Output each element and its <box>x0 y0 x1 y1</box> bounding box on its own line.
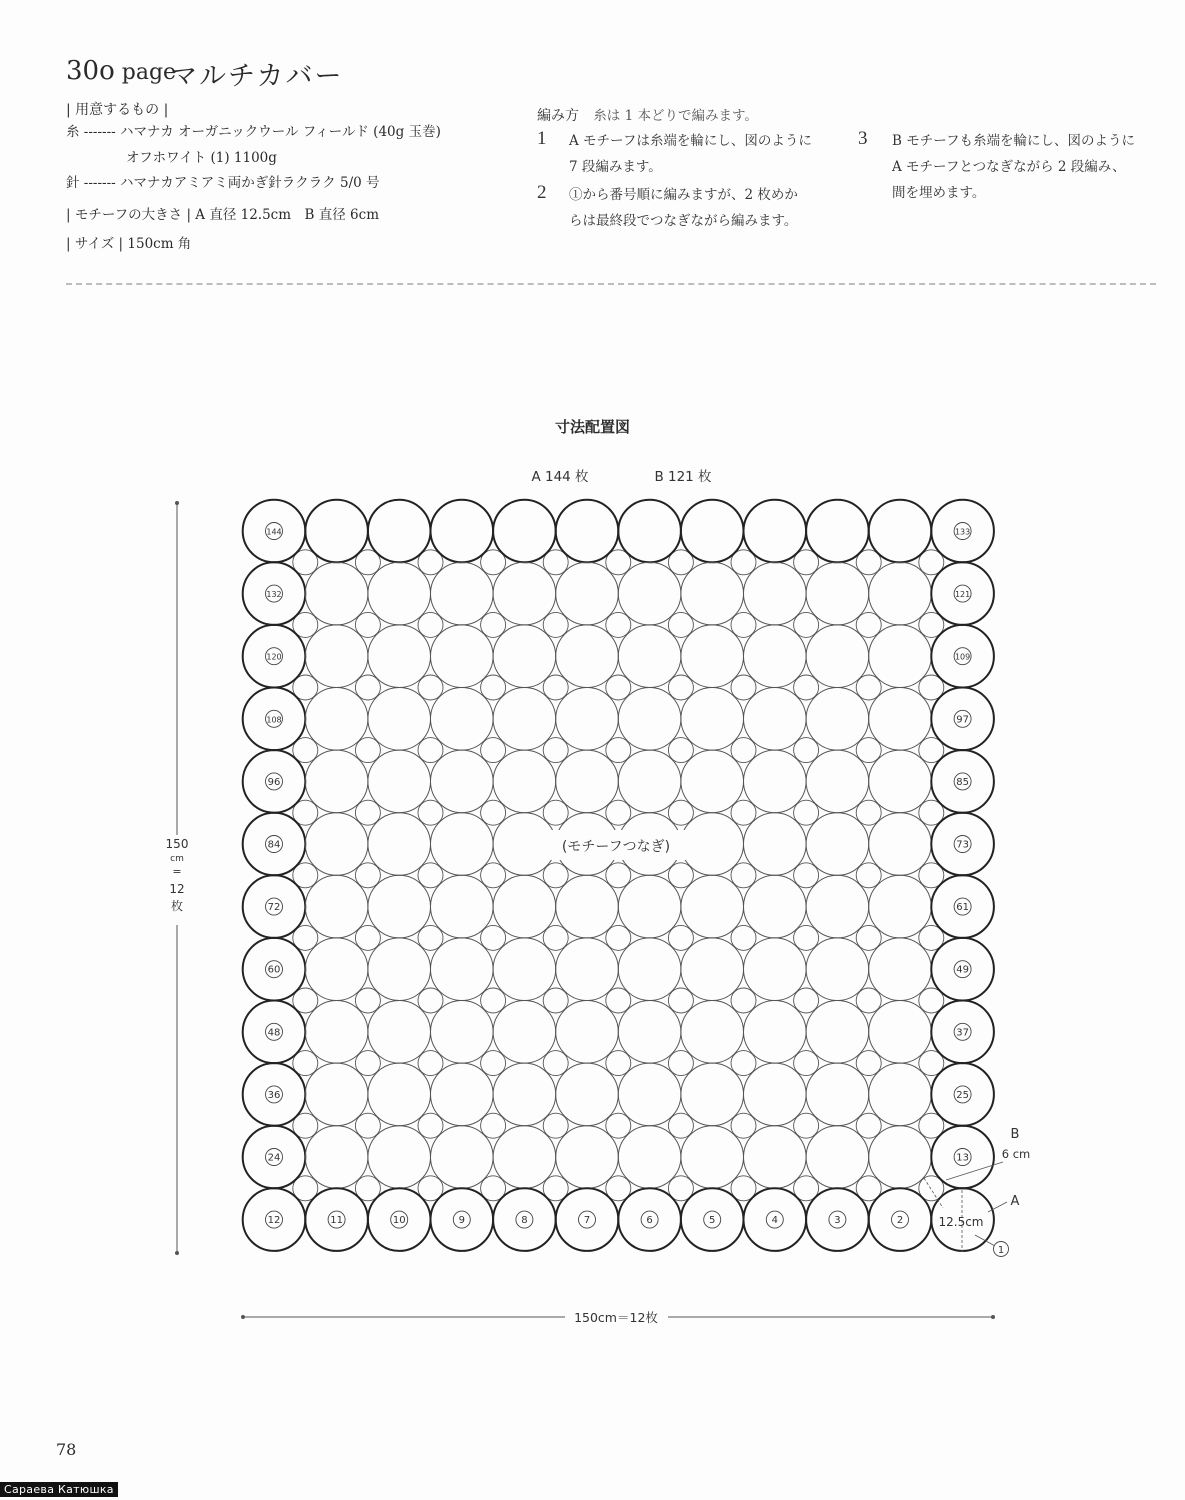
motif-b <box>794 675 819 700</box>
motif-a <box>806 1063 869 1126</box>
motif-b <box>731 988 756 1013</box>
motif-number: 109 <box>954 652 971 662</box>
motif-number: 25 <box>956 1089 969 1101</box>
motif-a <box>744 1126 807 1189</box>
motif-a <box>305 1126 368 1189</box>
motif-a <box>806 938 869 1001</box>
motif-number: 121 <box>954 590 971 600</box>
motif-b <box>481 925 506 950</box>
watermark: Сараева Катюшка <box>0 1482 118 1497</box>
motif-b <box>418 675 443 700</box>
motif-a <box>681 500 744 563</box>
height-dimension <box>166 501 189 1255</box>
motif-number: 120 <box>266 652 282 662</box>
motif-b <box>606 1113 631 1138</box>
motif-a <box>493 500 556 563</box>
motif-a <box>618 500 681 563</box>
height-dot-bottom <box>175 1251 179 1255</box>
count-a-label: A 144 枚 <box>531 469 589 485</box>
motif-a <box>305 688 368 751</box>
motif-a <box>681 1001 744 1064</box>
motif-a <box>618 562 681 625</box>
motif-a <box>305 562 368 625</box>
motif-b <box>668 675 693 700</box>
motif-number: 132 <box>266 590 282 600</box>
motif-number: 133 <box>954 527 971 537</box>
step-line: A モチーフは糸端を輪にし、図のように <box>569 133 812 149</box>
motif-a <box>806 750 869 813</box>
motif-a <box>681 938 744 1001</box>
motif-a <box>305 1063 368 1126</box>
motif-b <box>355 738 380 763</box>
motif-b <box>418 1051 443 1076</box>
motif-a <box>806 500 869 563</box>
motif-b <box>606 925 631 950</box>
motif-b <box>543 925 568 950</box>
motif-a <box>431 562 494 625</box>
motif-number: 11 <box>330 1215 343 1227</box>
motif-b <box>543 1051 568 1076</box>
motif-number: 12 <box>267 1215 281 1227</box>
motif-b <box>481 675 506 700</box>
instructions-note: 糸は 1 本どりで編みます。 <box>593 108 758 124</box>
motif-a <box>368 875 431 938</box>
height-label-equals: = <box>172 865 182 878</box>
motif-a <box>556 1063 619 1126</box>
motif-b <box>794 1051 819 1076</box>
motif-a <box>806 875 869 938</box>
motif-b <box>606 1051 631 1076</box>
step-line: 7 段編みます。 <box>569 159 662 175</box>
motif-a <box>368 813 431 876</box>
motif-b <box>481 800 506 825</box>
motif-a <box>744 938 807 1001</box>
motif-a <box>618 938 681 1001</box>
motif-a <box>618 625 681 688</box>
motif-a <box>493 938 556 1001</box>
motif-b <box>481 738 506 763</box>
motif-b <box>481 612 506 637</box>
motif-b <box>543 1113 568 1138</box>
motif-a <box>869 938 932 1001</box>
b-leader-line <box>946 1162 1003 1180</box>
motif-a <box>618 1126 681 1189</box>
motif-a <box>806 813 869 876</box>
motif-a <box>869 1126 932 1189</box>
motif-a <box>869 688 932 751</box>
motif-a <box>556 1126 619 1189</box>
motif-a <box>869 750 932 813</box>
motif-number: 5 <box>709 1215 716 1227</box>
motif-number: 84 <box>267 839 281 851</box>
motif-a <box>305 813 368 876</box>
motif-a <box>681 875 744 938</box>
page-reference-word: page <box>121 60 177 85</box>
motif-a <box>431 1126 494 1189</box>
motif-a <box>431 1063 494 1126</box>
motif-b <box>543 863 568 888</box>
motif-number: 4 <box>771 1215 778 1227</box>
motif-a <box>744 500 807 563</box>
step-number: 2 <box>537 182 547 203</box>
motif-a <box>368 625 431 688</box>
motif-b <box>731 738 756 763</box>
motif-a <box>556 875 619 938</box>
motif-b <box>481 863 506 888</box>
motif-a <box>493 1126 556 1189</box>
motif-a <box>869 500 932 563</box>
motif-b <box>668 1051 693 1076</box>
motif-b <box>731 863 756 888</box>
motif-b <box>355 1113 380 1138</box>
motif-a <box>806 562 869 625</box>
height-label-count: 12 <box>169 882 185 896</box>
motif-b <box>668 1113 693 1138</box>
width-dot-left <box>241 1315 245 1319</box>
motif-a <box>744 813 807 876</box>
motif-number: 60 <box>267 964 281 976</box>
motif-a <box>368 500 431 563</box>
motif-b <box>481 1051 506 1076</box>
motif-a <box>556 688 619 751</box>
motif-a <box>368 1126 431 1189</box>
motif-a <box>681 750 744 813</box>
motif-a <box>493 750 556 813</box>
first-motif-number: 1 <box>997 1245 1005 1256</box>
motif-a <box>305 1001 368 1064</box>
motif-a <box>368 1063 431 1126</box>
label-b: B <box>1010 1127 1020 1142</box>
motif-a <box>869 625 932 688</box>
motif-number: 61 <box>956 902 969 914</box>
motif-number: 8 <box>521 1215 528 1227</box>
motif-a <box>744 562 807 625</box>
motif-b <box>418 1113 443 1138</box>
motif-b <box>856 738 881 763</box>
motif-b <box>543 988 568 1013</box>
step-number: 3 <box>858 128 868 149</box>
motif-a <box>493 1001 556 1064</box>
size-line: | サイズ | 150cm 角 <box>66 236 192 252</box>
step-line: ①から番号順に編みますが、2 枚めか <box>569 187 798 203</box>
motif-number: 96 <box>267 776 281 788</box>
motif-b <box>794 988 819 1013</box>
page-title: マルチカバー <box>170 61 344 92</box>
motif-a <box>305 500 368 563</box>
motif-a <box>681 688 744 751</box>
motif-a <box>431 500 494 563</box>
motif-a <box>305 750 368 813</box>
motif-b <box>355 925 380 950</box>
motif-b <box>668 863 693 888</box>
motif-b <box>355 675 380 700</box>
motif-a <box>744 1063 807 1126</box>
motif-a <box>681 625 744 688</box>
motif-a <box>806 1001 869 1064</box>
motif-b <box>418 863 443 888</box>
step-number: 1 <box>537 128 547 149</box>
step-line: A モチーフとつなぎながら 2 段編み、 <box>892 159 1126 175</box>
motif-a <box>681 1063 744 1126</box>
motif-a <box>493 562 556 625</box>
motif-b <box>418 925 443 950</box>
motif-a <box>806 688 869 751</box>
motif-b <box>543 738 568 763</box>
motif-a <box>305 625 368 688</box>
step-line: B モチーフも糸端を輪にし、図のように <box>892 133 1136 149</box>
motif-b <box>418 800 443 825</box>
motif-b <box>856 800 881 825</box>
motif-b <box>731 925 756 950</box>
motif-b <box>794 612 819 637</box>
instructions-heading: 編み方 <box>537 108 579 124</box>
motif-number: 144 <box>266 527 282 537</box>
motif-number: 108 <box>266 715 282 725</box>
motif-a <box>744 875 807 938</box>
motif-b <box>794 925 819 950</box>
motif-number: 48 <box>267 1027 281 1039</box>
motif-a <box>493 875 556 938</box>
motif-a <box>681 1126 744 1189</box>
count-b-label: B 121 枚 <box>654 469 712 485</box>
motif-b <box>794 800 819 825</box>
motif-a <box>869 813 932 876</box>
motif-a <box>368 1001 431 1064</box>
motif-b <box>606 988 631 1013</box>
motif-b <box>355 988 380 1013</box>
motif-b <box>856 1051 881 1076</box>
motif-b <box>856 863 881 888</box>
motif-b <box>856 1113 881 1138</box>
materials-heading: | 用意するもの | <box>66 102 169 118</box>
motif-a <box>368 688 431 751</box>
motif-a <box>556 750 619 813</box>
motif-b <box>606 675 631 700</box>
motif-b <box>731 675 756 700</box>
motif-number: 7 <box>583 1215 591 1227</box>
motif-a <box>869 562 932 625</box>
motif-a <box>556 625 619 688</box>
motif-number: 10 <box>392 1215 406 1227</box>
motif-number: 73 <box>956 839 969 851</box>
motif-a <box>305 875 368 938</box>
motif-a <box>618 1063 681 1126</box>
motif-a <box>493 1063 556 1126</box>
yarn-color-line: オフホワイト (1) 1100g <box>126 150 277 166</box>
motif-b <box>668 612 693 637</box>
motif-number: 85 <box>956 776 969 788</box>
motif-grid <box>243 500 994 1251</box>
motif-a <box>431 750 494 813</box>
motif-b <box>731 800 756 825</box>
height-label-pieces: 枚 <box>170 899 184 913</box>
motif-b <box>668 738 693 763</box>
motif-b <box>418 612 443 637</box>
motif-number: 3 <box>834 1215 841 1227</box>
height-label-unit: cm <box>170 854 184 864</box>
motif-number: 37 <box>956 1027 969 1039</box>
motif-b <box>606 863 631 888</box>
size-a-label: 12.5cm <box>938 1215 984 1229</box>
page-reference-number: 30 <box>66 56 100 86</box>
motif-a <box>556 562 619 625</box>
needle-line: 針 ------- ハマナカアミアミ両かぎ針ラクラク 5/0 号 <box>66 175 380 191</box>
motif-a <box>431 875 494 938</box>
motif-a <box>744 625 807 688</box>
motif-a <box>431 688 494 751</box>
motif-a <box>305 938 368 1001</box>
motif-a <box>744 1001 807 1064</box>
motif-b <box>543 612 568 637</box>
center-label: (モチーフつなぎ) <box>561 839 671 855</box>
motif-number: 13 <box>956 1152 969 1164</box>
page-reference-dot: o <box>99 56 115 86</box>
motif-a <box>618 688 681 751</box>
motif-a <box>744 688 807 751</box>
height-label-value: 150 <box>165 837 189 851</box>
motif-b <box>731 1113 756 1138</box>
motif-b <box>355 800 380 825</box>
motif-b <box>794 738 819 763</box>
motif-a <box>431 938 494 1001</box>
motif-a <box>869 875 932 938</box>
motif-size-line: | モチーフの大きさ | A 直径 12.5cm B 直径 6cm <box>66 207 380 223</box>
motif-b <box>856 675 881 700</box>
motif-a <box>618 750 681 813</box>
motif-b <box>668 988 693 1013</box>
motif-b <box>606 612 631 637</box>
motif-a <box>806 1126 869 1189</box>
diagram-title: 寸法配置図 <box>554 418 630 436</box>
motif-number: 49 <box>956 964 969 976</box>
motif-number: 24 <box>267 1152 281 1164</box>
motif-b <box>481 988 506 1013</box>
motif-number: 6 <box>646 1215 653 1227</box>
motif-a <box>368 938 431 1001</box>
page-number: 78 <box>56 1440 77 1459</box>
size-b-label: 6 cm <box>1001 1147 1031 1161</box>
motif-number: 2 <box>896 1215 904 1227</box>
motif-b <box>355 863 380 888</box>
motif-a <box>368 562 431 625</box>
motif-a <box>556 500 619 563</box>
motif-a <box>431 813 494 876</box>
motif-a <box>431 625 494 688</box>
motif-a <box>618 1001 681 1064</box>
motif-b <box>668 925 693 950</box>
motif-b <box>543 800 568 825</box>
motif-a <box>493 688 556 751</box>
motif-a <box>869 1063 932 1126</box>
width-dimension <box>241 1310 995 1325</box>
motif-b <box>355 1051 380 1076</box>
motif-a <box>431 1001 494 1064</box>
step-line: 間を埋めます。 <box>892 185 986 201</box>
motif-b <box>606 800 631 825</box>
motif-b <box>856 612 881 637</box>
motif-a <box>618 875 681 938</box>
motif-a <box>556 938 619 1001</box>
motif-b <box>543 675 568 700</box>
motif-number: 36 <box>267 1089 281 1101</box>
motif-b <box>355 612 380 637</box>
motif-a <box>368 750 431 813</box>
motif-a <box>556 1001 619 1064</box>
motif-number: 9 <box>458 1215 465 1227</box>
step-line: らは最終段でつなぎながら編みます。 <box>569 213 798 229</box>
motif-b <box>481 1113 506 1138</box>
motif-a <box>869 1001 932 1064</box>
first-motif-leader <box>975 1235 995 1246</box>
motif-b <box>794 1113 819 1138</box>
height-dot-top <box>175 501 179 505</box>
width-label: 150cm＝12枚 <box>574 1310 658 1325</box>
width-dot-right <box>991 1315 995 1319</box>
motif-b <box>418 988 443 1013</box>
motif-a <box>806 625 869 688</box>
motif-b <box>418 738 443 763</box>
motif-b <box>606 738 631 763</box>
motif-a <box>744 750 807 813</box>
motif-b <box>794 863 819 888</box>
motif-number: 97 <box>956 714 969 726</box>
motif-b <box>731 612 756 637</box>
motif-number: 72 <box>267 902 281 914</box>
motif-a <box>493 625 556 688</box>
motif-b <box>856 988 881 1013</box>
label-a: A <box>1010 1194 1020 1209</box>
motif-a <box>681 562 744 625</box>
yarn-line: 糸 ------- ハマナカ オーガニックウール フィールド (40g 玉巻) <box>66 124 441 140</box>
motif-b <box>856 925 881 950</box>
motif-b <box>668 800 693 825</box>
motif-b <box>731 1051 756 1076</box>
